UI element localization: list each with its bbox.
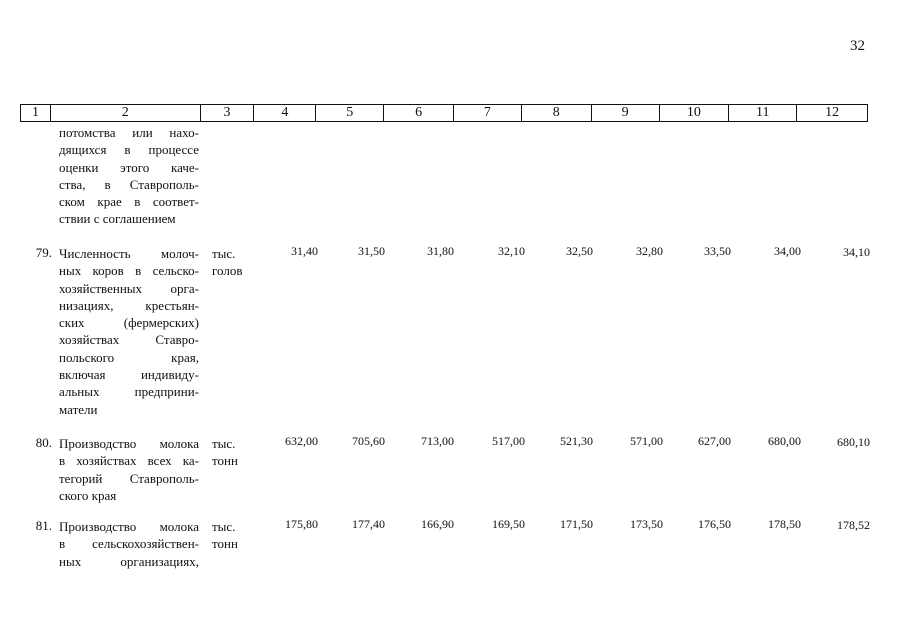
desc-line: Численность молоч- xyxy=(59,246,199,261)
header-col-11: 11 xyxy=(729,105,797,121)
desc-line: потомства или нахо- xyxy=(59,125,199,140)
value-col-8: 32,50 xyxy=(566,244,593,258)
value-col-5: 177,40 xyxy=(352,517,385,531)
value-col-4: 632,00 xyxy=(285,434,318,448)
header-col-10: 10 xyxy=(660,105,730,121)
header-col-1: 1 xyxy=(21,105,51,121)
continuation-description xyxy=(59,124,199,228)
value-col-10: 33,50 xyxy=(704,244,731,258)
desc-line: ском крае в соответ- xyxy=(59,194,199,210)
desc-line: ства, в Ставрополь- xyxy=(59,176,199,192)
value-col-7: 517,00 xyxy=(492,434,525,448)
unit-line: голов xyxy=(212,263,243,279)
row-description xyxy=(59,245,199,418)
header-col-7: 7 xyxy=(454,105,522,121)
value-col-8: 521,30 xyxy=(560,434,593,448)
desc-line: в сельскохозяйствен- xyxy=(59,536,199,552)
table-header-row xyxy=(20,104,868,122)
value-col-12: 680,10 xyxy=(837,435,870,449)
value-col-8: 171,50 xyxy=(560,517,593,531)
value-col-12: 34,10 xyxy=(843,245,870,259)
desc-line: хозяйствах Ставро- xyxy=(59,332,199,348)
header-col-8: 8 xyxy=(522,105,592,121)
header-col-2: 2 xyxy=(51,105,201,121)
row-description xyxy=(59,518,199,570)
value-col-11: 178,50 xyxy=(768,517,801,531)
value-col-4: 175,80 xyxy=(285,517,318,531)
desc-line: дящихся в процессе xyxy=(59,142,199,158)
desc-line: матели xyxy=(59,401,98,417)
desc-line: ных организациях, xyxy=(59,553,199,569)
value-col-11: 680,00 xyxy=(768,434,801,448)
row-unit xyxy=(212,435,238,470)
unit-line: тонн xyxy=(212,536,238,552)
value-col-6: 713,00 xyxy=(421,434,454,448)
row-number: 79. xyxy=(35,245,52,260)
row-number: 80. xyxy=(35,435,52,450)
unit-line: тыс. xyxy=(212,246,236,261)
desc-line: альных предприни- xyxy=(59,384,199,400)
row-number: 81. xyxy=(35,518,52,533)
header-col-12: 12 xyxy=(825,105,840,120)
unit-line: тыс. xyxy=(212,436,236,451)
value-col-9: 571,00 xyxy=(630,434,663,448)
desc-line: низациях, крестьян- xyxy=(59,297,199,313)
desc-line: тегорий Ставрополь- xyxy=(59,470,199,486)
unit-line: тонн xyxy=(212,453,238,469)
value-col-9: 173,50 xyxy=(630,517,663,531)
value-col-5: 705,60 xyxy=(352,434,385,448)
header-col-6: 6 xyxy=(384,105,454,121)
header-col-5: 5 xyxy=(316,105,384,121)
header-col-3: 3 xyxy=(201,105,255,121)
value-col-7: 169,50 xyxy=(492,517,525,531)
desc-line: хозяйственных орга- xyxy=(59,280,199,296)
desc-line: включая индивиду- xyxy=(59,367,199,383)
header-col-4: 4 xyxy=(254,105,316,121)
unit-line: тыс. xyxy=(212,519,236,534)
row-unit xyxy=(212,518,238,553)
page-number: 32 xyxy=(850,38,865,54)
desc-line: ствии с соглашением xyxy=(59,211,176,227)
value-col-5: 31,50 xyxy=(358,244,385,258)
desc-line: в хозяйствах всех ка- xyxy=(59,453,199,469)
value-col-9: 32,80 xyxy=(636,244,663,258)
desc-line: ных коров в сельско- xyxy=(59,263,199,279)
value-col-4: 31,40 xyxy=(291,244,318,258)
value-col-11: 34,00 xyxy=(774,244,801,258)
desc-line: Производство молока xyxy=(59,519,199,534)
value-col-7: 32,10 xyxy=(498,244,525,258)
value-col-6: 166,90 xyxy=(421,517,454,531)
row-unit xyxy=(212,245,242,280)
desc-line: оценки этого каче- xyxy=(59,159,199,175)
value-col-12: 178,52 xyxy=(837,518,870,532)
header-col-9: 9 xyxy=(592,105,660,121)
value-col-10: 176,50 xyxy=(698,517,731,531)
desc-line: польского края, xyxy=(59,349,199,365)
desc-line: ского края xyxy=(59,487,117,503)
value-col-6: 31,80 xyxy=(427,244,454,258)
desc-line: Производство молока xyxy=(59,436,199,451)
row-description xyxy=(59,435,199,504)
value-col-10: 627,00 xyxy=(698,434,731,448)
desc-line: ских (фермерских) xyxy=(59,315,199,331)
